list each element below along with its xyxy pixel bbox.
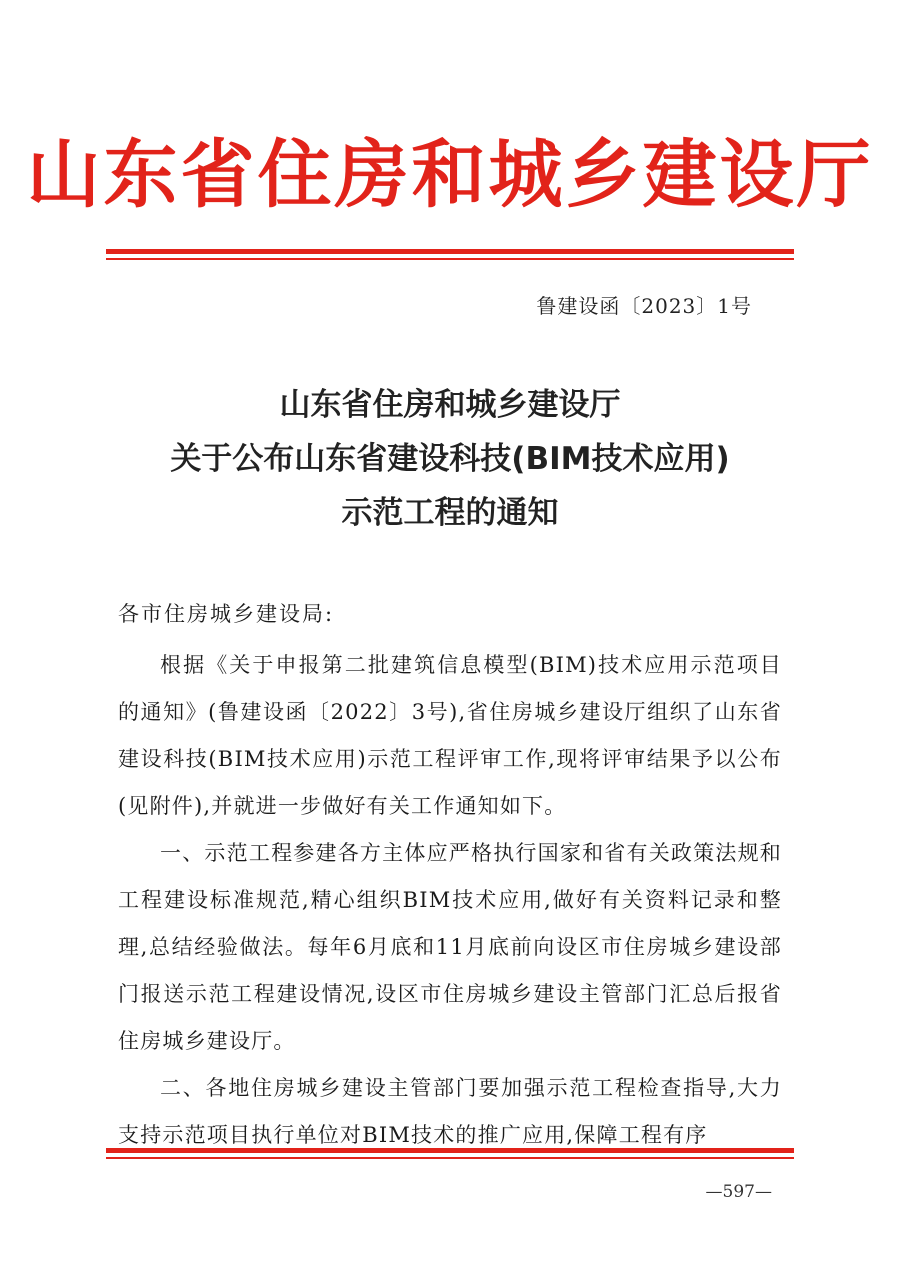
paragraph-1: 根据《关于申报第二批建筑信息模型(BIM)技术应用示范项目的通知》(鲁建设函〔2022〕3号),省住房城乡建设厅组织了山东省建设科技(BIM技术应用)示范工程评审工作,现将评审结果予以公布(见附件),并就进一步做好有关工作通知如下。 — [118, 653, 782, 818]
footer-rule-thin — [106, 1157, 794, 1159]
document-number: 鲁建设函〔2023〕1号 — [536, 294, 752, 318]
page-number: —597— — [705, 1182, 772, 1202]
title-line-3: 示范工程的通知 — [341, 495, 559, 531]
title-line-2: 关于公布山东省建设科技(BIM技术应用) — [170, 441, 730, 477]
footer-rule-thick — [106, 1148, 794, 1153]
salutation: 各市住房城乡建设局: — [118, 602, 335, 626]
masthead-rule-thick — [106, 249, 794, 254]
paragraph-2: 一、示范工程参建各方主体应严格执行国家和省有关政策法规和工程建设标准规范,精心组织BIM技术应用,做好有关资料记录和整理,总结经验做法。每年6月底和11月底前向设区市住房城乡建设部门报送示范工程建设情况,设区市住房城乡建设主管部门汇总后报省住房城乡建设厅。 — [118, 841, 782, 1053]
title-line-1: 山东省住房和城乡建设厅 — [279, 387, 621, 423]
document-title — [0, 378, 900, 540]
paragraph-3: 二、各地住房城乡建设主管部门要加强示范工程检查指导,大力支持示范项目执行单位对BIM技术的推广应用,保障工程有序 — [118, 1076, 782, 1147]
masthead-rule-thin — [106, 258, 794, 260]
body-text — [118, 642, 782, 1159]
masthead-agency-name: 山东省住房和城乡建设厅 — [26, 132, 874, 218]
